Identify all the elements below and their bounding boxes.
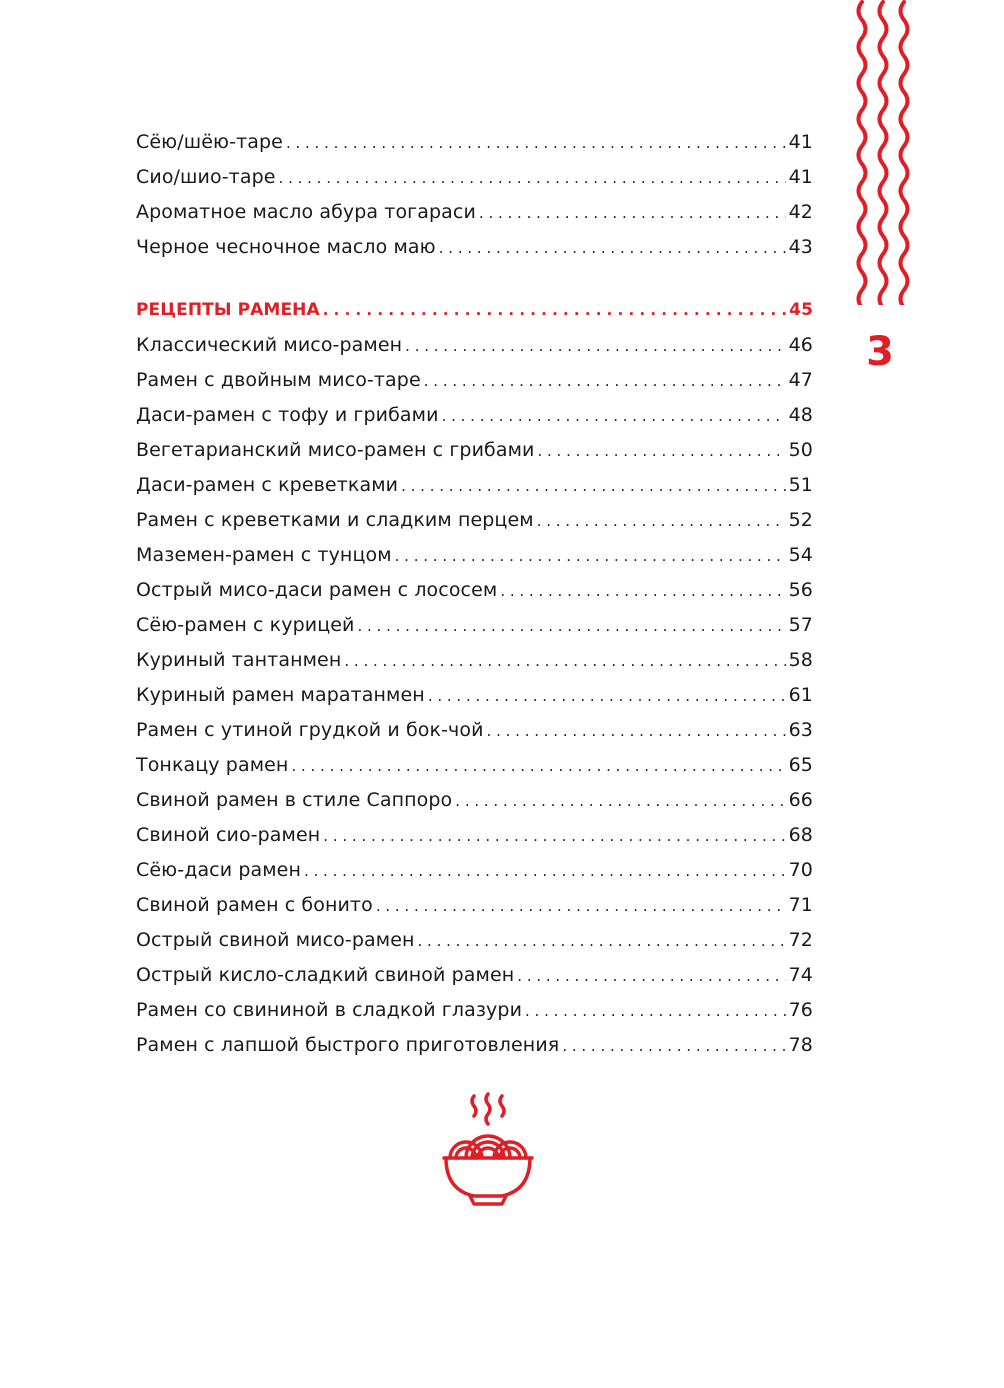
- toc-entry-title: Рамен с двойным мисо-таре: [136, 369, 421, 391]
- toc-leader-dots: [405, 329, 785, 364]
- toc-leader-dots: [487, 714, 786, 749]
- toc-entry-title: Рамен со свининой в сладкой глазури: [136, 999, 523, 1021]
- toc-leader-dots: [439, 231, 786, 266]
- toc-entry-page: 48: [788, 404, 813, 426]
- toc-entry[interactable]: [136, 678, 813, 713]
- toc-entry-title: Маземен-рамен с тунцом: [136, 544, 392, 566]
- toc-entry-title: Сёю-даси рамен: [136, 859, 301, 881]
- chapter-number: 3: [866, 329, 894, 375]
- toc-entry-page: 58: [788, 649, 813, 671]
- toc-entry-title: Сёю/шёю-таре: [136, 131, 283, 153]
- toc-leader-dots: [442, 399, 786, 434]
- toc-leader-dots: [395, 539, 786, 574]
- toc-entry[interactable]: [136, 230, 813, 265]
- toc-entry-title: Рамен с лапшой быстрого приготовления: [136, 1034, 560, 1056]
- toc-entry-page: 50: [788, 439, 813, 461]
- toc-leader-dots: [376, 889, 786, 924]
- toc-entry[interactable]: [136, 608, 813, 643]
- toc-entry-page: 63: [788, 719, 813, 741]
- toc-entry-page: 56: [788, 579, 813, 601]
- toc-entry[interactable]: [136, 195, 813, 230]
- toc-leader-dots: [401, 469, 786, 504]
- toc-entry-page: 68: [788, 824, 813, 846]
- toc-entry-page: 70: [788, 859, 813, 881]
- toc-entry-title: Рамен с креветками и сладким перцем: [136, 509, 534, 531]
- toc-entry-title: Острый кисло-сладкий свиной рамен: [136, 964, 515, 986]
- toc-entry-page: 66: [788, 789, 813, 811]
- toc-leader-dots: [344, 644, 785, 679]
- toc-entry-title: Свиной сио-рамен: [136, 824, 321, 846]
- toc-leader-dots: [537, 504, 786, 539]
- toc-entry[interactable]: [136, 923, 813, 958]
- toc-section-title: РЕЦЕПТЫ РАМЕНА: [136, 300, 320, 320]
- toc-leader-dots: [500, 574, 785, 609]
- toc-entry-title: Сёю-рамен с курицей: [136, 614, 355, 636]
- toc-entry-title: Куриный рамен маратанмен: [136, 684, 425, 706]
- toc-entry-page: 43: [788, 236, 813, 258]
- toc-entry[interactable]: [136, 538, 813, 573]
- toc-recipe-list: [136, 328, 813, 1063]
- toc-entry-page: 76: [788, 999, 813, 1021]
- toc-entry-page: 41: [788, 166, 813, 188]
- toc-entry[interactable]: [136, 363, 813, 398]
- toc-section-heading[interactable]: [136, 293, 813, 328]
- toc-entry-page: 46: [788, 334, 813, 356]
- toc-entry-page: 57: [788, 614, 813, 636]
- toc-entry-page: 71: [788, 894, 813, 916]
- toc-entry-page: 41: [788, 131, 813, 153]
- toc-entry-page: 42: [788, 201, 813, 223]
- toc-entry-title: Сио/шио-таре: [136, 166, 276, 188]
- toc-entry[interactable]: [136, 328, 813, 363]
- toc-entry-title: Черное чесночное масло маю: [136, 236, 436, 258]
- toc-entry-title: Рамен с утиной грудкой и бок-чой: [136, 719, 484, 741]
- toc-leader-dots: [455, 784, 785, 819]
- toc-entry-title: Острый свиной мисо-рамен: [136, 929, 415, 951]
- toc-entry-title: Свиной рамен в стиле Саппоро: [136, 789, 453, 811]
- toc-entry-page: 51: [788, 474, 813, 496]
- toc-leader-dots: [562, 1029, 785, 1064]
- toc-entry[interactable]: [136, 713, 813, 748]
- toc-entry[interactable]: [136, 783, 813, 818]
- toc-leader-dots: [357, 609, 785, 644]
- toc-leader-dots: [323, 293, 786, 328]
- toc-entry[interactable]: [136, 1028, 813, 1063]
- toc-entry[interactable]: [136, 888, 813, 923]
- toc-entry-title: Тонкацу рамен: [136, 754, 289, 776]
- toc-entry-title: Острый мисо-даси рамен с лососем: [136, 579, 498, 601]
- toc-leader-dots: [291, 749, 785, 784]
- toc-entry[interactable]: [136, 573, 813, 608]
- toc-entry[interactable]: [136, 433, 813, 468]
- toc-section-page: 45: [789, 300, 813, 320]
- noodle-waves-icon: [848, 0, 918, 305]
- toc-leader-dots: [479, 196, 786, 231]
- toc-entry[interactable]: [136, 748, 813, 783]
- toc-entry[interactable]: [136, 398, 813, 433]
- toc-entry-page: 72: [788, 929, 813, 951]
- toc-entry-title: Даси-рамен с тофу и грибами: [136, 404, 439, 426]
- toc-entry-title: Куриный тантанмен: [136, 649, 342, 671]
- toc-intro-list: [136, 125, 813, 265]
- table-of-contents: [136, 125, 813, 1063]
- toc-entry[interactable]: [136, 958, 813, 993]
- ramen-bowl-icon: [440, 1092, 536, 1208]
- toc-entry-title: Свиной рамен с бонито: [136, 894, 373, 916]
- toc-entry[interactable]: [136, 853, 813, 888]
- toc-entry-page: 47: [788, 369, 813, 391]
- toc-leader-dots: [517, 959, 785, 994]
- toc-leader-dots: [537, 434, 785, 469]
- toc-entry-title: Даси-рамен с креветками: [136, 474, 399, 496]
- toc-leader-dots: [418, 924, 786, 959]
- toc-leader-dots: [304, 854, 786, 889]
- toc-entry-title: Классический мисо-рамен: [136, 334, 403, 356]
- toc-entry-page: 52: [788, 509, 813, 531]
- toc-entry-page: 65: [788, 754, 813, 776]
- toc-leader-dots: [286, 126, 786, 161]
- toc-entry-page: 61: [788, 684, 813, 706]
- toc-entry[interactable]: [136, 993, 813, 1028]
- toc-leader-dots: [428, 679, 786, 714]
- toc-entry[interactable]: [136, 643, 813, 678]
- toc-entry-page: 78: [788, 1034, 813, 1056]
- toc-entry[interactable]: [136, 160, 813, 195]
- toc-entry[interactable]: [136, 818, 813, 853]
- toc-entry[interactable]: [136, 503, 813, 538]
- toc-leader-dots: [279, 161, 786, 196]
- toc-entry-title: Ароматное масло абура тогараси: [136, 201, 476, 223]
- toc-leader-dots: [525, 994, 786, 1029]
- toc-entry-page: 54: [788, 544, 813, 566]
- toc-entry[interactable]: [136, 468, 813, 503]
- toc-leader-dots: [323, 819, 785, 854]
- toc-leader-dots: [424, 364, 786, 399]
- toc-entry-title: Вегетарианский мисо-рамен с грибами: [136, 439, 535, 461]
- toc-entry-page: 74: [788, 964, 813, 986]
- toc-entry[interactable]: [136, 125, 813, 160]
